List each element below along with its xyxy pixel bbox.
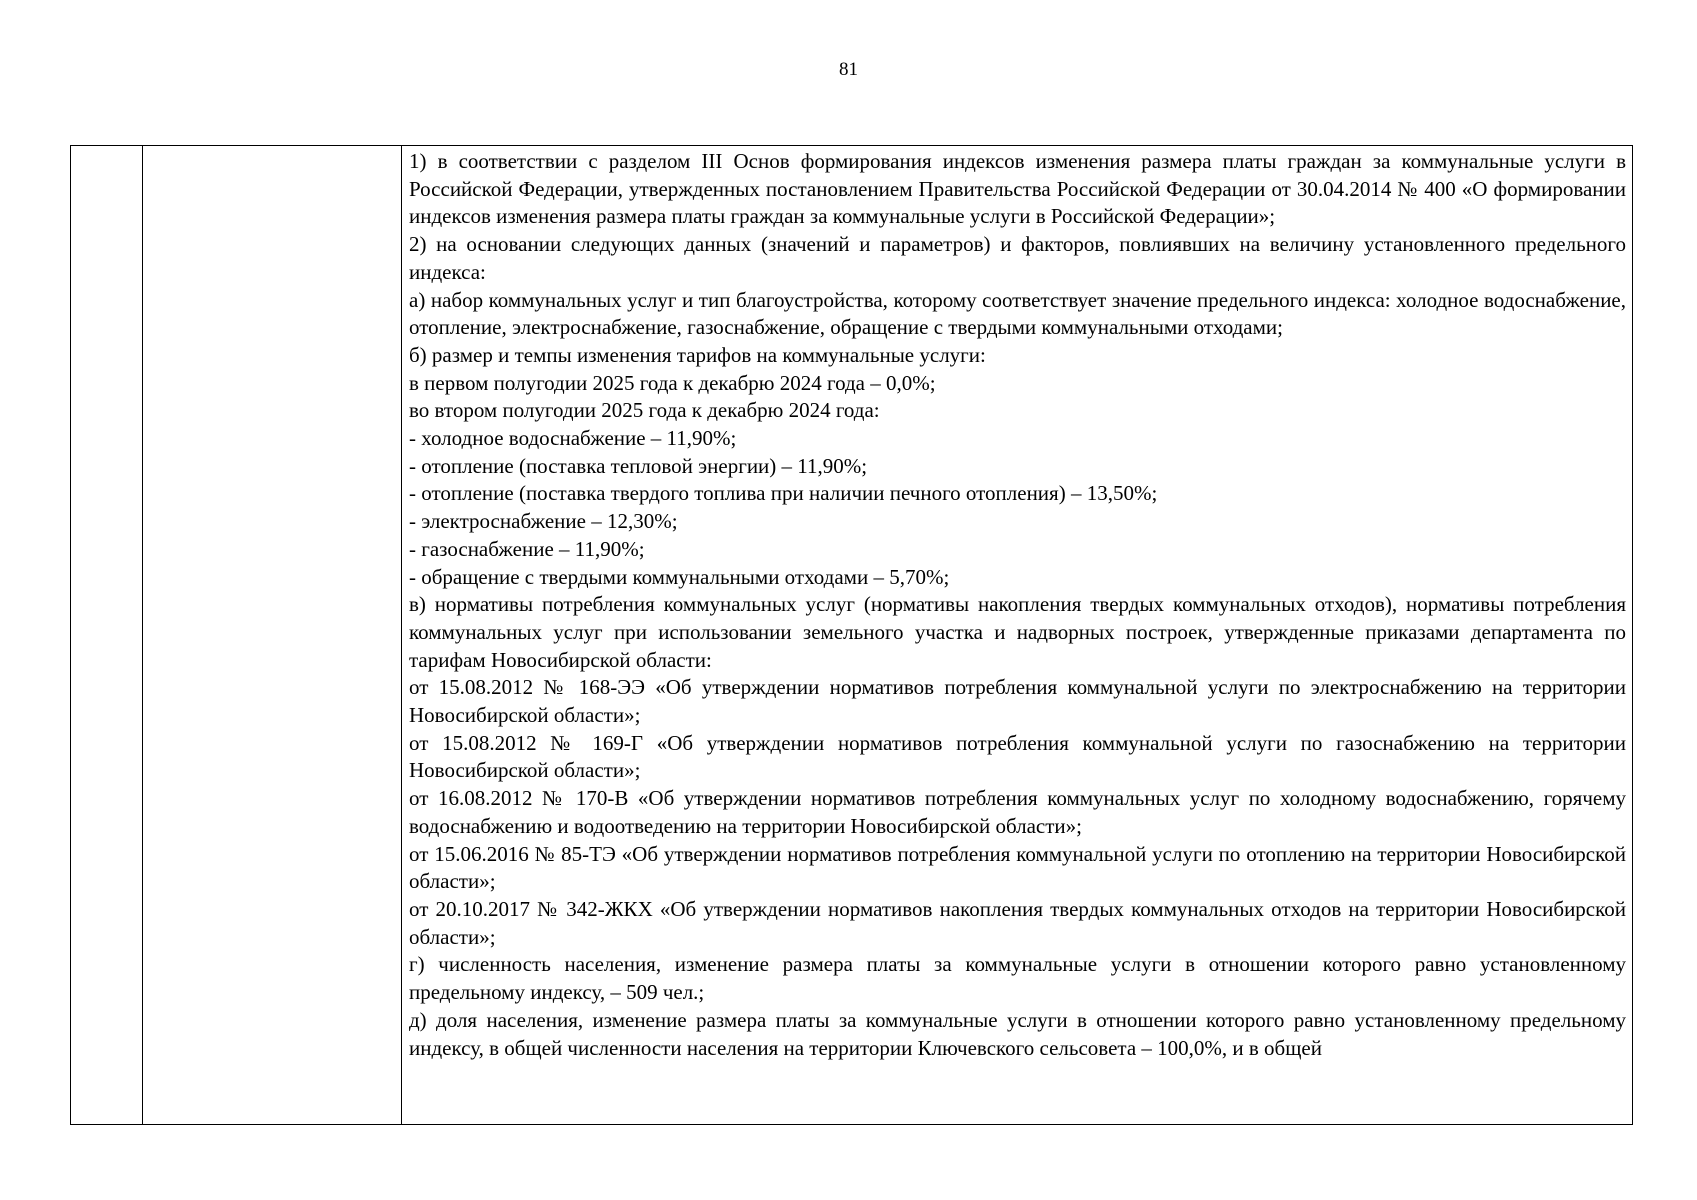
table-cell-number	[71, 146, 143, 1125]
paragraph: - отопление (поставка твердого топлива при наличии печного отопления) – 13,50%;	[409, 481, 1158, 506]
paragraph: 2) на основании следующих данных (значений и параметров) и факторов, повлиявших на величину установленного предельного индекса:	[409, 232, 1626, 284]
page-number: 81	[839, 59, 858, 80]
paragraph: - обращение с твердыми коммунальными отходами – 5,70%;	[409, 564, 950, 589]
table-cell-content	[402, 146, 1633, 1125]
paragraph: - холодное водоснабжение – 11,90%;	[409, 426, 737, 451]
paragraph: а) набор коммунальных услуг и тип благоустройства, которому соответствует значение предельного индекса: холодное водоснабжение, отопление, электроснабжение, газоснабжение, обращение с твердыми коммунальными отходами;	[409, 287, 1626, 340]
document-table	[70, 145, 1633, 1125]
paragraph: во втором полугодии 2025 года к декабрю 2024 года:	[409, 398, 880, 423]
paragraph: в) нормативы потребления коммунальных услуг (нормативы накопления твердых коммунальных отходов), нормативы потребления коммунальных услуг при использовании земельного участка и надворных построек, утвержденные приказами департамента по тарифам Новосибирской области:	[409, 592, 1626, 672]
paragraph: б) размер и темпы изменения тарифов на коммунальные услуги:	[409, 342, 986, 367]
paragraph: от 20.10.2017 № 342-ЖКХ «Об утверждении нормативов накопления твердых коммунальных отходов на территории Новосибирской области»;	[409, 896, 1626, 949]
paragraph: - электроснабжение – 12,30%;	[409, 509, 678, 534]
paragraph: д) доля населения, изменение размера платы за коммунальные услуги в отношении которого равно установленному предельному индексу, в общей численности населения на территории Ключевского сельсовета – 100,0%, и в общей	[409, 1007, 1626, 1060]
paragraph: от 15.08.2012 № 169-Г «Об утверждении нормативов потребления коммунальной услуги по газоснабжению на территории Новосибирской области»;	[409, 730, 1626, 783]
paragraph: - газоснабжение – 11,90%;	[409, 536, 645, 561]
table-cell-name	[143, 146, 402, 1125]
paragraph: от 15.08.2012 № 168-ЭЭ «Об утверждении нормативов потребления коммунальной услуги по электроснабжению на территории Новосибирской области»;	[409, 675, 1626, 728]
paragraph: в первом полугодии 2025 года к декабрю 2024 года – 0,0%;	[409, 370, 936, 395]
paragraph: от 16.08.2012 № 170-В «Об утверждении нормативов потребления коммунальных услуг по холодному водоснабжению, горячему водоснабжению и водоотведению на территории Новосибирской области»;	[409, 786, 1626, 838]
paragraph: от 15.06.2016 № 85-ТЭ «Об утверждении нормативов потребления коммунальной услуги по отоплению на территории Новосибирской области»;	[409, 841, 1626, 894]
paragraph: - отопление (поставка тепловой энергии) – 11,90%;	[409, 453, 868, 478]
content-text	[402, 146, 1632, 1124]
table-row	[71, 146, 1633, 1125]
paragraph: г) численность населения, изменение размера платы за коммунальные услуги в отношении которого равно установленному предельному индексу, – 509 чел.;	[409, 952, 1626, 1005]
paragraph: 1) в соответствии с разделом III Основ формирования индексов изменения размера платы граждан за коммунальные услуги в Российской Федерации, утвержденных постановлением Правительства Российской Федерации от 30.04.2014 № 400 «О формировании индексов изменения размера платы граждан за коммунальные услуги в Российской Федерации»;	[409, 149, 1626, 229]
